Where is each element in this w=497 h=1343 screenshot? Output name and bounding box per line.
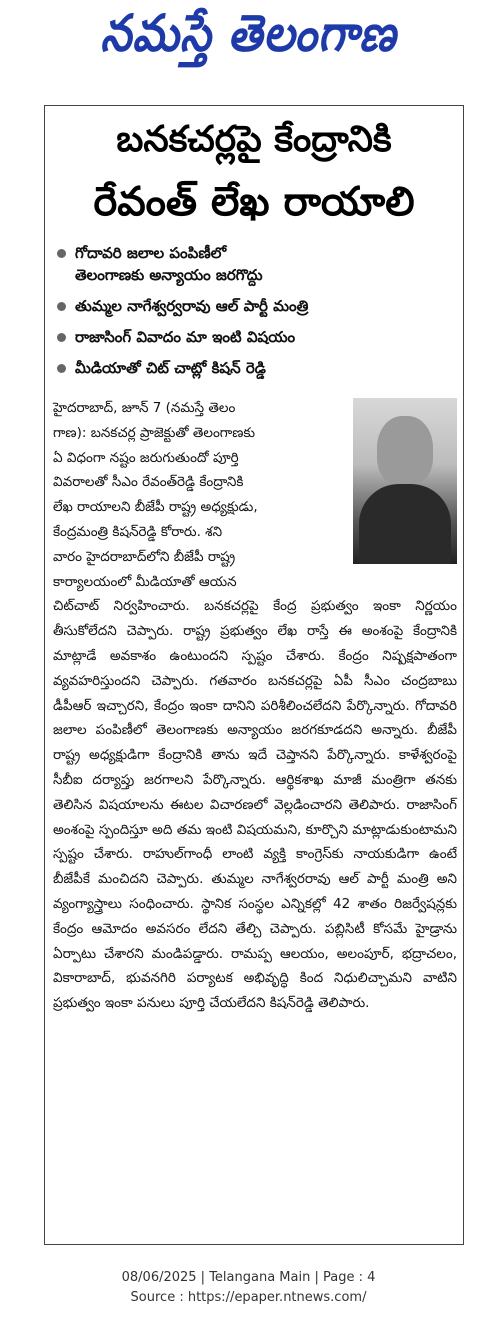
highlight-item <box>49 357 459 379</box>
highlight-item <box>49 242 459 286</box>
highlight-item <box>49 295 459 317</box>
bullet-dot-icon <box>57 364 66 373</box>
highlight-text-continued: తెలంగాణకు అన్యాయం జరగొద్దు <box>75 266 263 284</box>
news-clipping <box>44 105 464 1245</box>
article-line: కార్యాలయంలో మీడియాతో ఆయన <box>53 573 237 590</box>
article-body <box>53 396 457 1016</box>
headline-line-2: రేవంత్ లేఖ రాయాలి <box>93 178 415 225</box>
masthead <box>0 0 497 80</box>
article-line: గాణ): బనకచర్ల ప్రాజెక్టుతో తెలంగాణకు <box>53 424 256 441</box>
article-line: వారం హైదరాబాద్‌లోని బీజేపీ రాష్ట్ర <box>53 548 236 565</box>
article-line: కేంద్రమంత్రి కిషన్‌రెడ్డి కోరారు. శని <box>53 523 223 540</box>
bullet-dot-icon <box>57 249 66 258</box>
article-paragraph: చిట్‌చాట్ నిర్వహించారు. బనకచర్లపై కేంద్ర ప్రభుత్వం ఇంకా నిర్ణయం తీసుకోలేదని చెప్పారు. రాష్ట్ర ప్రభుత్వం లేఖ రాస్తే ఈ అంశంపై కేంద్రానికి మాట్లాడే అవకాశం ఉంటుందని స్పష్టం చేశారు. కేంద్రం నిష్పక్షపాతంగా వ్యవహరిస్తుందని చెప్పారు. గతవారం బనకచర్లపై ఏపీ సీఎం చంద్రబాబు డీపీఆర్ ఇచ్చారని, కేంద్రం ఇంకా దానిని పరిశీలించలేదని పేర్కొన్నారు. గోదావరి జలాల పంపిణీలో తెలంగాణకు అన్యాయం జరగకూడదని అన్నారు. బీజేపీ రాష్ట్ర అధ్యక్షుడిగా కేంద్రానికి తాను ఇదే చెప్తానని పేర్కొన్నారు. కాళేశ్వరంపై సీబీఐ దర్యాప్తు జరగాలని పేర్కొన్నారు. ఆర్థికశాఖ మాజీ మంత్రిగా తనకు తెలిసిన విషయాలను ఈటల విచారణలో వెల్లడించారని తెలిపారు. రాజాసింగ్ అంశంపై స్పందిస్తూ అది తమ ఇంటి విషయమని, కూర్చొని మాట్లాడుకుంటామని స్పష్టం చేశారు. రాహుల్‌గాంధీ లాంటి వ్యక్తి కాంగ్రెస్‌కు నాయకుడిగా ఉంటే బీజేపీకే మంచిదని చెప్పారు. తుమ్మల నాగేశ్వరరావు ఆల్ పార్టీ మంత్రి అని వ్యంగ్యాస్త్రాలు సంధించారు. స్థానిక సంస్థల ఎన్నికల్లో 42 శాతం రిజర్వేషన్లకు కేంద్రం ఆమోదం అవసరం లేదని తేల్చి చెప్పారు. పబ్లిసిటీ కోసమే హైడ్రాను ఏర్పాటు చేశారని మండిపడ్డారు. రామప్ప ఆలయం, అలంపూర్, భద్రాచలం, వికారాబాద్, భువనగిరి పర్యాటక అభివృద్ధి కింద నిధులిచ్చామని వాటిని ప్రభుత్వం ఇంకా పనులు పూర్తి చేయలేదని కిషన్‌రెడ్డి తెలిపారు. <box>53 598 457 1012</box>
highlight-item <box>49 326 459 348</box>
bullet-dot-icon <box>57 333 66 342</box>
headline-line-1: బనకచర్లపై కేంద్రానికి <box>116 118 392 160</box>
highlights-list <box>49 242 459 388</box>
highlight-text: మీడియాతో చిట్ చాట్లో కిషన్ రెడ్డి <box>75 359 266 377</box>
footer-source: Source : https://epaper.ntnews.com/ <box>130 1290 367 1305</box>
article-line: వివరాలతో సీఎం రేవంత్‌రెడ్డి కేంద్రానికి <box>53 474 244 491</box>
bullet-dot-icon <box>57 302 66 311</box>
article-line: లేఖ రాయాలని బీజేపీ రాష్ట్ర అధ్యక్షుడు, <box>53 499 258 516</box>
highlight-text: రాజాసింగ్ వివాదం మా ఇంటి విషయం <box>75 328 296 346</box>
masthead-title: నమస్తే తెలంగాణ <box>100 4 397 63</box>
article-line: ఏ విధంగా నష్టం జరుగుతుందో పూర్తి <box>53 449 239 466</box>
footer-date-edition: 08/06/2025 | Telangana Main | Page : 4 <box>121 1270 376 1285</box>
highlight-text: గోదావరి జలాల పంపిణీలో <box>75 244 227 262</box>
article-line: హైదరాబాద్, జూన్ 7 (నమస్తే తెలం <box>53 400 236 416</box>
footer <box>0 1268 497 1308</box>
highlight-text: తుమ్మల నాగేశ్వర్వరావు ఆల్ పార్టీ మంత్రి <box>75 297 309 315</box>
